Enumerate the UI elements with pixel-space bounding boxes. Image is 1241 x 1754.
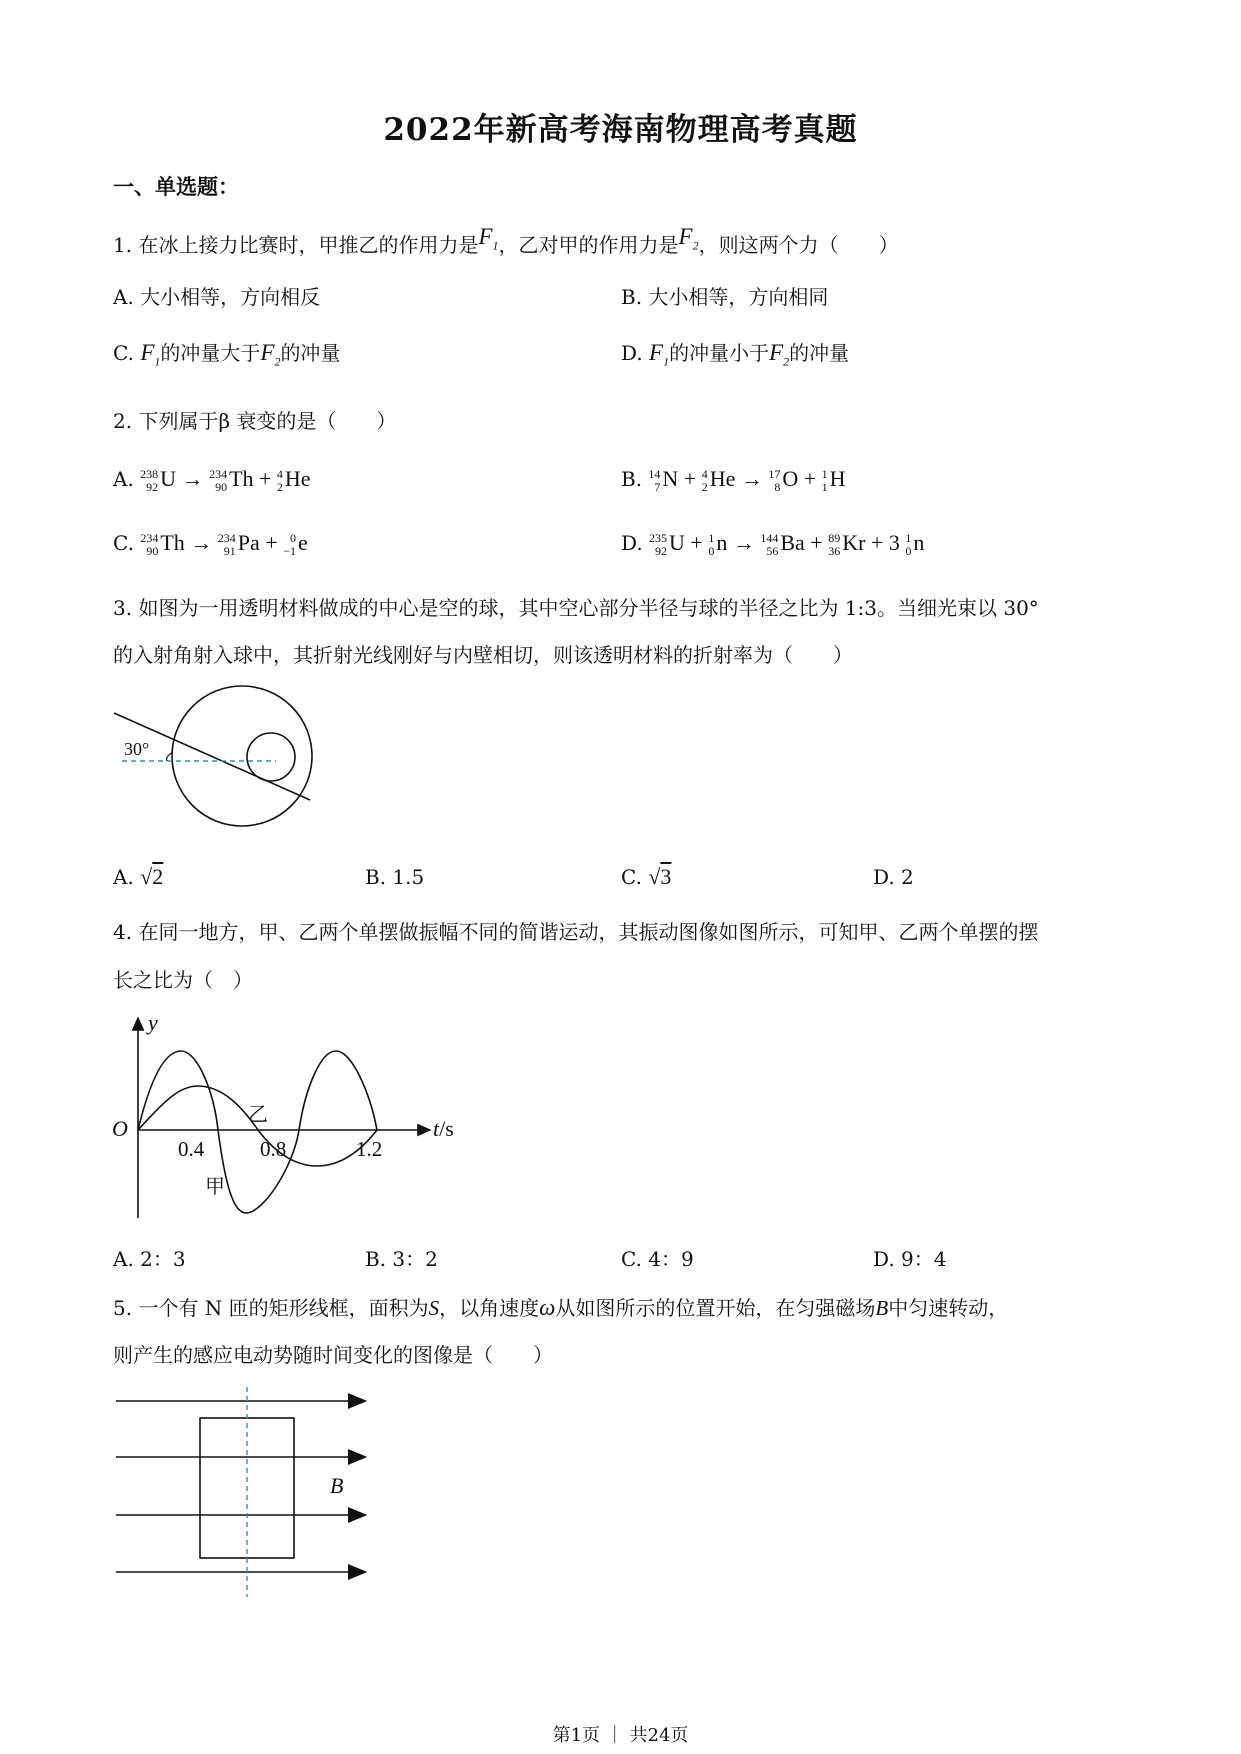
magnetic-field-diagram — [108, 1385, 370, 1600]
option-d: D. 2 — [873, 865, 914, 889]
option-a: A. 238 92 U → 234 90 Th + 4 2 He — [113, 466, 311, 494]
question-text: 在冰上接力比赛时，甲推乙的作用力是 — [138, 233, 479, 257]
field-label: B — [330, 1473, 344, 1498]
option-b: B. 大小相等，方向相同 — [621, 285, 829, 309]
option-a: A. 大小相等，方向相反 — [113, 285, 321, 309]
tick-label: 0.8 — [260, 1137, 287, 1161]
option-a: A. 2：3 — [113, 1247, 186, 1271]
option-b: B. 3：2 — [365, 1247, 438, 1271]
question-text: ，则这两个力（ ） — [698, 233, 899, 257]
option-d: D. 9：4 — [873, 1247, 947, 1271]
question-1 — [113, 224, 899, 266]
option-b: B. 1.5 — [365, 865, 425, 889]
option-b: B. 14 7 N + 4 2 He → 17 8 O + 1 1 H — [621, 466, 846, 494]
option-a: A. √2 — [113, 864, 164, 889]
force-symbol: $F_2$ — [678, 224, 699, 253]
question-3 — [113, 596, 1039, 620]
origin-label: O — [112, 1116, 128, 1141]
hollow-sphere-diagram — [110, 675, 320, 837]
y-axis-label: y — [148, 1010, 158, 1035]
question-5-line-2: 则产生的感应电动势随时间变化的图像是（ ） — [113, 1343, 553, 1367]
question-text: 如图为一用透明材料做成的中心是空的球，其中空心部分半径与球的半径之比为 1:3。当细光束以 30° — [138, 596, 1039, 620]
question-text: 在同一地方，甲、乙两个单摆做振幅不同的简谐运动，其振动图像如图所示，可知甲、乙两个单摆的摆 — [138, 920, 1039, 944]
question-4 — [113, 920, 1038, 944]
nuclear-equation: 234 90 Th → 234 91 Pa + 0 −1 e — [140, 530, 308, 558]
curve-jia — [138, 1051, 377, 1213]
sqrt-symbol: √2 — [140, 864, 164, 889]
option-d: D. $F_1$的冲量小于$F_2$的冲量 — [621, 340, 850, 369]
question-5: 5. 一个有 N 匝的矩形线框，面积为S，以角速度ω从如图所示的位置开始，在匀强磁场B中匀速转动， — [113, 1295, 1009, 1320]
option-c: C. 234 90 Th → 234 91 Pa + 0 −1 e — [113, 530, 308, 558]
force-symbol: $F_1$ — [478, 224, 499, 253]
curve-yi — [138, 1086, 377, 1166]
question-number: 3. — [113, 596, 133, 620]
question-4-line-2: 长之比为（ ） — [113, 968, 253, 992]
sqrt-symbol: √3 — [648, 864, 672, 889]
page-title: 2022年新高考海南物理高考真题 — [383, 112, 858, 148]
tick-label: 0.4 — [178, 1137, 205, 1161]
nuclear-equation: 238 92 U → 234 90 Th + 4 2 He — [140, 466, 311, 494]
question-number: 5. — [113, 1296, 133, 1320]
question-number: 1. — [113, 233, 133, 257]
inner-circle — [247, 733, 295, 781]
question-number: 4. — [113, 920, 133, 944]
label-yi: 乙 — [248, 1102, 268, 1126]
outer-circle — [172, 686, 312, 826]
oscillation-graph — [108, 1008, 478, 1223]
angle-label: 30° — [124, 739, 150, 759]
question-text: ，乙对甲的作用力是 — [498, 233, 679, 257]
question-3-line-2: 的入射角射入球中，其折射光线刚好与内壁相切，则该透明材料的折射率为（ ） — [113, 643, 853, 667]
section-heading: 一、单选题： — [113, 174, 239, 199]
t-axis-label: t/s — [433, 1116, 454, 1141]
option-c: C. √3 — [621, 864, 672, 889]
tick-label: 1.2 — [356, 1137, 383, 1161]
option-d: D. 235 92 U + 1 0 n → 144 56 Ba + 89 36 Kr + 3 1 0 n — [621, 530, 925, 558]
option-c: C. 4：9 — [621, 1247, 694, 1271]
question-number: 2. — [113, 409, 133, 433]
option-c: C. $F_1$的冲量大于$F_2$的冲量 — [113, 340, 341, 369]
nuclear-equation: 14 7 N + 4 2 He → 17 8 O + 1 1 H — [648, 466, 846, 494]
question-text: 下列属于β 衰变的是（ ） — [138, 409, 397, 433]
question-2 — [113, 409, 396, 433]
nuclear-equation: 235 92 U + 1 0 n → 144 56 Ba + 89 36 Kr + 3 1 0 n — [649, 530, 925, 558]
page-footer: 第1页 ｜ 共24页 — [552, 1725, 689, 1746]
label-jia: 甲 — [205, 1174, 225, 1198]
